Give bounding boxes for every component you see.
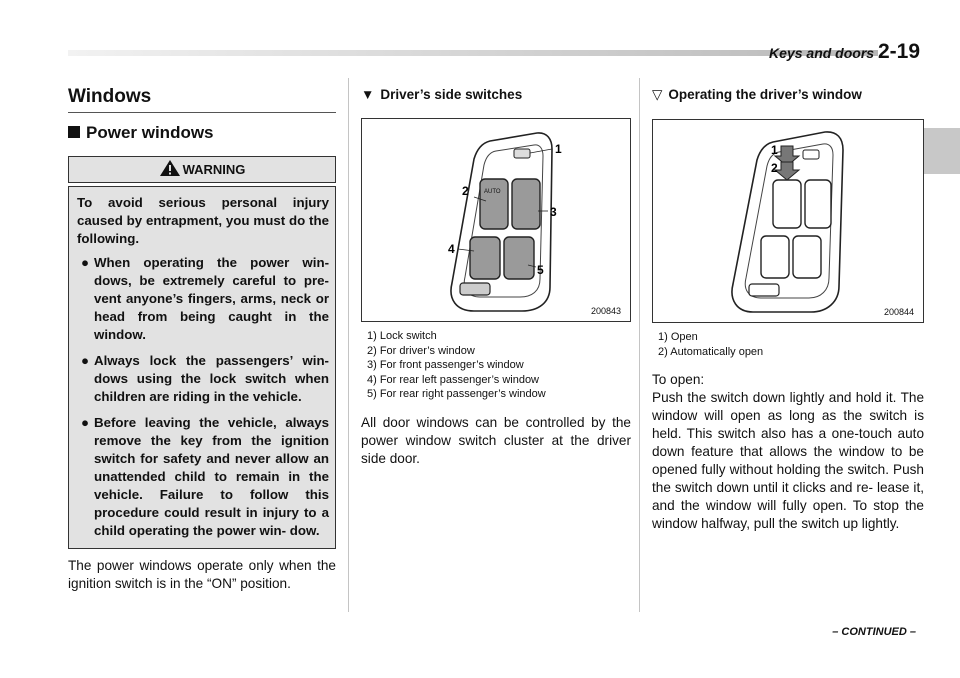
left-column <box>68 86 336 593</box>
body-text: The power windows operate only when the ignition switch is in the “ON” position. <box>68 558 336 591</box>
to-open-heading: To open: <box>652 372 705 387</box>
middle-column <box>361 86 631 468</box>
bullet-icon: ● <box>81 415 90 430</box>
legend-item: 5) For rear right passenger’s window <box>367 388 546 400</box>
callout-2: 2 <box>771 161 778 175</box>
operating-window-heading: ▽ Operating the driver’s window <box>652 87 862 102</box>
warning-item: ● Before leaving the vehicle, always remove the key from the ignition switch for safety and never allow an unattended child to remain in the vehicle. Failure to follow this procedure could result in injury to a child operating the power win- dow. <box>81 415 329 538</box>
legend-item: 2) Automatically open <box>658 345 764 358</box>
operating-window-figure <box>652 119 924 323</box>
callout-2: 2 <box>462 184 469 198</box>
switch-cluster-illustration <box>362 119 630 321</box>
warning-item: ● Always lock the passengers’ win- dows using the lock switch when children are riding in the vehicle. <box>81 353 329 404</box>
section-name: Keys and doors <box>769 45 875 61</box>
right-column <box>652 86 924 533</box>
page-number: 2-19 <box>877 40 920 63</box>
driver-switches-heading: ▼ Driver’s side switches <box>361 87 523 102</box>
bullet-icon: ● <box>81 255 90 270</box>
column-divider <box>348 78 349 612</box>
callout-5: 5 <box>537 263 544 277</box>
warning-box <box>68 186 336 549</box>
warning-intro: To avoid serious personal injury caused by entrapment, you must do the following. <box>77 195 329 246</box>
filled-triangle-marker-icon: ▼ <box>361 87 375 102</box>
legend-item: 1) Open <box>658 331 698 343</box>
callout-1: 1 <box>555 142 562 156</box>
legend-item: 3) For front passenger’s window <box>367 359 524 371</box>
open-triangle-marker-icon: ▽ <box>652 87 663 102</box>
driver-switch-figure <box>361 118 631 322</box>
callout-3: 3 <box>550 205 557 219</box>
legend-item: 1) Lock switch <box>367 330 437 342</box>
warning-header <box>68 156 336 183</box>
callout-1: 1 <box>771 143 778 157</box>
bullet-icon: ● <box>81 353 90 368</box>
running-head <box>769 40 920 64</box>
continued-marker: – CONTINUED – <box>832 626 916 638</box>
figure-legend <box>361 329 631 402</box>
figure-id: 200843 <box>590 306 621 316</box>
warning-item: ● When operating the power win- dows, be extremely careful to pre- vent anyone’s fingers, arms, neck or head from being caught in the window. <box>81 255 329 342</box>
warning-label: WARNING <box>182 162 246 177</box>
square-bullet-icon <box>68 126 80 138</box>
header-rule <box>68 50 878 56</box>
legend-item: 2) For driver’s window <box>367 344 475 357</box>
body-text: Push the switch down lightly and hold it. The window will open as long as the switch is held. This switch also has a one-touch auto down feature that allows the window to be opened fully without holding the switch. Push the switch down until it clicks and re- lease it, and the window will fully open. To stop the window halfway, pull the switch up lightly. <box>652 390 924 531</box>
auto-label: AUTO <box>484 189 501 195</box>
legend-item: 4) For rear left passenger’s window <box>367 373 540 386</box>
warning-triangle-icon <box>159 159 181 177</box>
figure-id: 200844 <box>883 307 914 317</box>
chapter-tab <box>918 128 960 174</box>
callout-4: 4 <box>448 242 455 256</box>
section-title: Windows <box>68 86 336 113</box>
subsection-title <box>68 123 336 143</box>
body-text: All door windows can be controlled by the power window switch cluster at the driver side door. <box>361 414 631 466</box>
warning-list <box>77 254 329 540</box>
figure-legend <box>652 330 924 359</box>
switch-operation-illustration <box>653 120 923 322</box>
column-divider <box>639 78 640 612</box>
subsection-title-text: Power windows <box>86 123 214 142</box>
